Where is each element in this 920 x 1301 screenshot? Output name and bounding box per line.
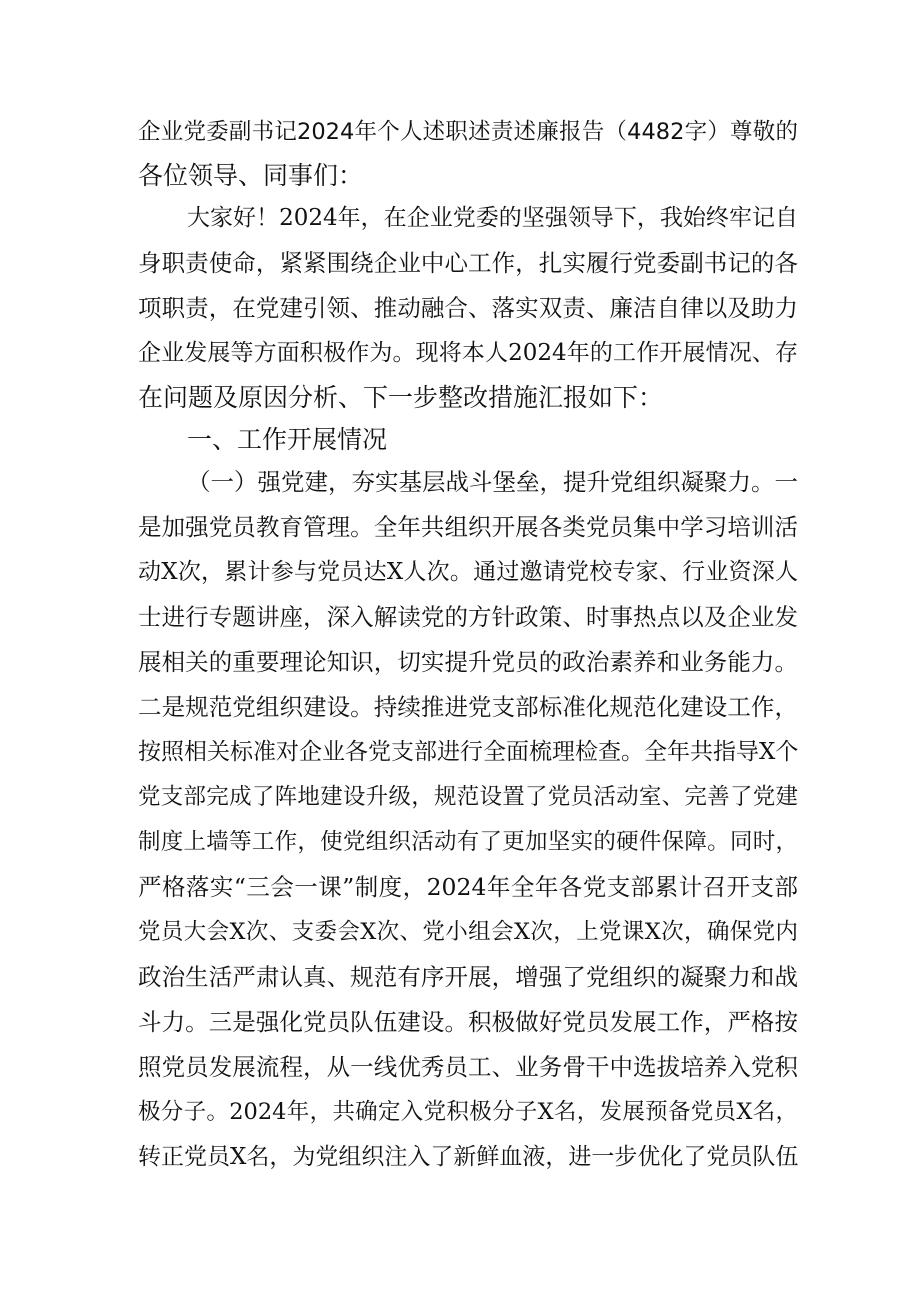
body-line: 二是规范党组织建设。持续推进党支部标准化规范化建设工作， [138,693,798,721]
body-line: 制度上墙等工作，使党组织活动有了更加坚实的硬件保障。同时， [138,829,798,855]
intro-line: 项职责，在党建引领、推动融合、落实双责、廉洁自律以及助力 [138,294,798,322]
body-line: （一）强党建，夯实基层战斗堡垒，提升党组织凝聚力。一 [187,468,798,496]
body-line: 士进行专题讲座，深入解读党的方针政策、时事热点以及企业发 [138,603,798,631]
body-line: 党员大会X次、支委会X次、党小组会X次，上党课X次，确保党内 [138,919,798,945]
body-line: 党支部完成了阵地建设升级，规范设置了党员活动室、完善了党建 [138,784,798,810]
intro-line: 身职责使命，紧紧围绕企业中心工作，扎实履行党委副书记的各 [138,249,798,277]
document-title: 企业党委副书记2024年个人述职述责述廉报告（4482字）尊敬的 [138,119,798,145]
intro-line: 大家好！2024年，在企业党委的坚强领导下，我始终牢记自 [187,205,798,231]
body-line: 展相关的重要理论知识，切实提升党员的政治素养和业务能力。 [138,648,798,676]
intro-line: 在问题及原因分析、下一步整改措施汇报如下： [138,383,664,412]
body-line: 照党员发展流程，从一线优秀员工、业务骨干中选拔培养入党积 [138,1053,798,1081]
body-line: 政治生活严肃认真、规范有序开展，增强了党组织的凝聚力和战 [138,963,798,991]
body-line: 极分子。2024年，共确定入党积极分子X名，发展预备党员X名， [138,1099,798,1125]
body-line: 是加强党员教育管理。全年共组织开展各类党员集中学习培训活 [138,513,798,541]
intro-line: 企业发展等方面积极作为。现将本人2024年的工作开展情况、存 [138,340,798,366]
body-line: 斗力。三是强化党员队伍建设。积极做好党员发展工作，严格按 [138,1008,798,1036]
section-heading: 一、工作开展情况 [187,425,388,454]
body-line: 严格落实“三会一课”制度，2024年全年各党支部累计召开支部 [138,873,798,901]
salutation: 各位领导、同事们： [138,161,364,190]
body-line: 动X次，累计参与党员达X人次。通过邀请党校专家、行业资深人 [138,559,798,585]
body-line: 转正党员X名，为党组织注入了新鲜血液，进一步优化了党员队伍 [138,1144,799,1170]
body-line: 按照相关标准对企业各党支部进行全面梳理检查。全年共指导X个 [138,739,799,765]
